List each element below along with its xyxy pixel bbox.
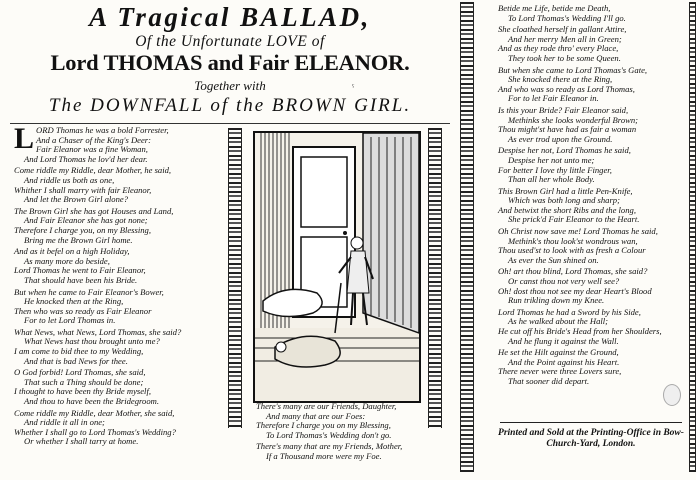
title-together-with: Together with (194, 78, 266, 93)
verse-line: And riddle us both as one, (24, 174, 115, 185)
stanza (256, 402, 426, 440)
verse-line: And the Point against his Heart. (508, 356, 620, 367)
verse-line: Therefore I charge you, on my Blessing, (14, 224, 151, 235)
stanza (14, 122, 226, 164)
verse-line: If a Thousand more were my Foe. (266, 450, 382, 461)
verse-line: This Brown Girl had a little Pen-Knife, (498, 185, 633, 196)
imprint-rule (500, 422, 682, 423)
verse-line: Lord Thomas he went to Fair Eleanor, (14, 265, 146, 276)
verse-line: And riddle it all in one; (24, 417, 105, 428)
stanza (14, 328, 226, 366)
verse-line: She cloathed herself in gallant Attire, (498, 24, 627, 35)
verse-line: Methinks she looks wonderful Brown; (508, 114, 639, 125)
stanza (498, 267, 690, 305)
imprint-line-2: Church-Yard, London. (546, 439, 636, 449)
stanza (14, 166, 226, 204)
verse-line: Than all her whole Body. (508, 174, 595, 185)
verse-line: For to let Fair Eleanor in. (508, 93, 599, 104)
verse-line: Thou used'st to look with as fresh a Colour (498, 245, 646, 256)
verse-line: Run trikling down my Knee. (508, 295, 605, 306)
verse-line: I thought to have been thy Bride myself, (14, 386, 151, 397)
verse-line: As many more do beside, (24, 255, 110, 266)
verse-line: And as it befel on a high Holiday, (14, 246, 130, 257)
stanza (14, 409, 226, 447)
imprint-line-1: Printed and Sold at the Printing-Office in Bow- (498, 428, 684, 438)
verse-line: Oh Christ now save me! Lord Thomas he said, (498, 226, 658, 237)
verse-line: Thou might'st have had as fair a woman (498, 124, 637, 135)
verse-line: And he flung it against the Wall. (508, 335, 619, 346)
title-main-names: Lord THOMAS and Fair ELEANOR. (50, 50, 410, 75)
verse-line: And betwixt the short Ribs and the long, (498, 204, 636, 215)
verse-line: Despise her not unto me; (508, 154, 595, 165)
stanza (498, 348, 690, 386)
verse-line: Therefore I charge you on my Blessing, (256, 420, 391, 431)
verse-line: Whither I shall marry with fair Eleanor, (14, 184, 152, 195)
woodcut-illustration (253, 131, 421, 403)
verse-line: Despise her not, Lord Thomas he said, (498, 145, 631, 156)
stanza (14, 247, 226, 285)
stanza (498, 308, 690, 346)
ballad-title: A Tragical BALLAD, (89, 2, 371, 32)
verse-line: They took her to be some Queen. (508, 52, 621, 63)
verse-line: And who was so ready as Lord Thomas, (498, 83, 635, 94)
verse-line: There's many that are my Friends, Mother, (256, 441, 403, 452)
stanza (14, 288, 226, 326)
verse-line: And as they rode thro' every Place, (498, 43, 619, 54)
stanza (498, 4, 690, 23)
stanza (498, 106, 690, 144)
verse-line: Which was both long and sharp; (508, 195, 620, 206)
verse-line: And a Chaser of the King's Deer: (36, 134, 151, 145)
verse-line: Methink's thou look'st wondrous wan, (508, 235, 638, 246)
verse-line: But when he came to Fair Eleanor's Bower, (14, 286, 164, 297)
verse-line: Whether I shall go to Lord Thomas's Wedding? (14, 426, 176, 437)
verse-line: He knocked then at the Ring, (24, 296, 124, 307)
stanza (498, 25, 690, 63)
verse-line: Oh! dost thou not see my dear Heart's Blood (498, 285, 652, 296)
verse-line: As he walked about the Hall; (508, 316, 609, 327)
verse-line: And Fair Eleanor she has got none; (24, 215, 148, 226)
library-stamp (663, 384, 681, 406)
verse-line: She knocked there at the Ring, (508, 74, 613, 85)
verse-line: As ever trod upon the Ground. (508, 133, 613, 144)
verse-line: He cut off his Bride's Head from her Shoulders, (498, 326, 662, 336)
ornamental-border-left (228, 128, 242, 428)
printer-imprint (496, 428, 686, 450)
verse-line: That should have been his Bride. (24, 274, 138, 285)
ballad-column-3 (498, 4, 690, 389)
title-downfall: The DOWNFALL of the BROWN GIRL. (48, 95, 412, 116)
verse-line: Is this your Bride? Fair Eleanor said, (498, 104, 629, 115)
verse-line: He set the Hilt against the Ground, (498, 347, 619, 358)
stanza (256, 442, 426, 461)
verse-line: Or whether I shall tarry at home. (24, 436, 139, 447)
verse-line: Oh! art thou blind, Lord Thomas, she said? (498, 266, 648, 277)
verse-line: To Lord Thomas's Wedding don't go. (266, 429, 392, 440)
verse-line: ORD Thomas he was a bold Forrester, (36, 125, 169, 135)
verse-line: Bring me the Brown Girl home. (24, 234, 133, 245)
verse-line: Lord Thomas he had a Sword by his Side, (498, 306, 641, 317)
verse-line: But when she came to Lord Thomas's Gate, (498, 64, 648, 75)
drop-cap: L (14, 122, 35, 155)
verse-line: That sooner did depart. (508, 375, 590, 386)
verse-line: What News hast thou brought unto me? (24, 336, 160, 347)
verse-line: There's many are our Friends, Daughter, (256, 401, 397, 411)
verse-line: Or canst thou not very well see? (508, 276, 620, 287)
ornamental-border-right (460, 2, 474, 472)
verse-line: As ever the Sun shined on. (508, 254, 599, 265)
verse-line: Then who was so ready as Fair Eleanor (14, 305, 152, 316)
verse-line: Come riddle my Riddle, dear Mother, she said, (14, 407, 175, 418)
verse-line: For better I love thy little Finger, (498, 164, 612, 175)
verse-line: That such a Thing should be done; (24, 376, 144, 387)
verse-line: Come riddle my Riddle, dear Mother, he said, (14, 165, 172, 176)
title-subline: Of the Unfortunate LOVE of (135, 33, 325, 50)
verse-line: Fair Eleanor was a fine Woman, (36, 144, 148, 155)
ornamental-border-far-right (689, 2, 696, 472)
verse-line: To Lord Thomas's Wedding I'll go. (508, 12, 626, 23)
verse-line: I am come to bid thee to my Wedding, (14, 346, 144, 357)
verse-line: Betide me Life, betide me Death, (498, 3, 611, 13)
verse-line: O God forbid! Lord Thomas, she said, (14, 367, 146, 378)
verse-line: She prick'd Fair Eleanor to the Heart. (508, 214, 640, 225)
title-rule (10, 123, 450, 124)
verse-line: For to let Lord Thomas in. (24, 315, 116, 326)
verse-line: And many that are our Foes: (266, 410, 366, 421)
verse-line: The Brown Girl she has got Houses and Land, (14, 205, 174, 216)
verse-line: And her merry Men all in Green; (508, 33, 622, 44)
verse-line: What News, what News, Lord Thomas, she said? (14, 326, 182, 337)
verse-line: And that is bad News for thee. (24, 355, 128, 366)
stanza (498, 146, 690, 184)
verse-line: There never were three Lovers sure, (498, 366, 622, 377)
stanza (14, 207, 226, 245)
stanza (498, 66, 690, 104)
woodcut-scene-icon (255, 133, 419, 401)
ink-mark: ˤ (352, 82, 355, 92)
ballad-column-1 (14, 122, 226, 449)
verse-line: And thou to have been the Bridegroom. (24, 396, 160, 407)
ballad-column-2 (256, 402, 426, 464)
stanza (498, 227, 690, 265)
ornamental-border-middle (428, 128, 442, 428)
stanza (498, 187, 690, 225)
verse-line: And Lord Thomas he lov'd her dear. (24, 153, 148, 164)
stanza (14, 368, 226, 406)
verse-line: And let the Brown Girl alone? (24, 194, 128, 205)
